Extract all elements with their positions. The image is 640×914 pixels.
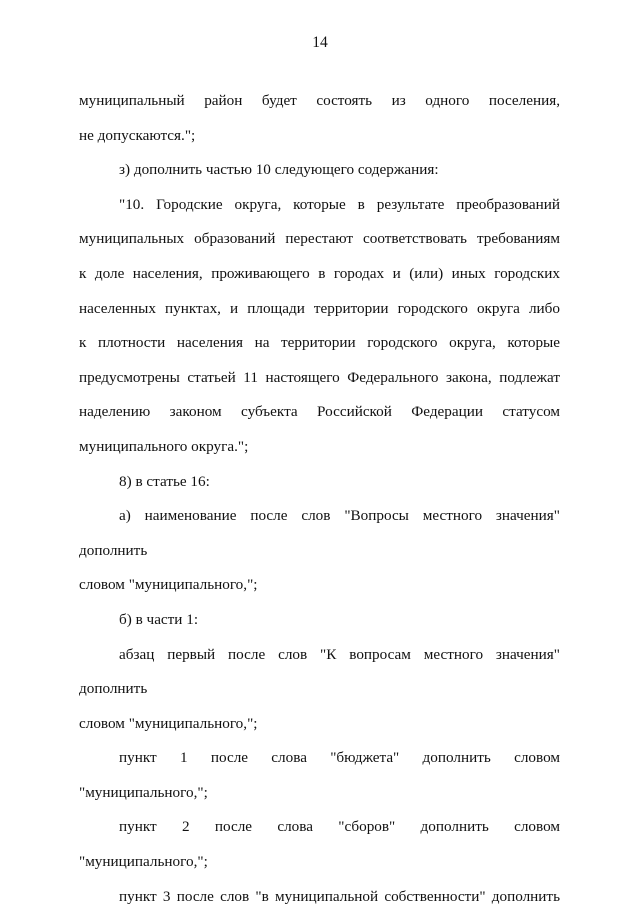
text-line: словом "муниципального,"; <box>79 714 258 732</box>
text-line: населенных пунктах, и площади территории городского округа либо <box>79 299 560 317</box>
text-line: предусмотрены статьей 11 настоящего Федерального закона, подлежат <box>79 368 560 386</box>
text-line: "муниципального,"; <box>79 783 208 801</box>
text-line: к доле населения, проживающего в городах и (или) иных городских <box>79 264 560 282</box>
text-line: б) в части 1: <box>119 610 199 628</box>
text-line: муниципальных образований перестают соответствовать требованиям <box>79 230 560 248</box>
paragraph-point-2 <box>79 810 560 879</box>
page-number: 14 <box>312 34 328 51</box>
text-line: з) дополнить частью 10 следующего содержания: <box>119 161 439 179</box>
document-body <box>79 84 560 914</box>
text-line: а) наименование после слов "Вопросы местного значения" дополнить <box>79 507 560 559</box>
text-line: муниципального округа."; <box>79 437 249 455</box>
text-line: пункт 1 после слова "бюджета" дополнить словом <box>119 749 560 767</box>
text-line: 8) в статье 16: <box>119 472 210 490</box>
text-line: "10. Городские округа, которые в результате преобразований <box>119 195 560 213</box>
text-line: не допускаются."; <box>79 126 196 144</box>
paragraph-item-b <box>79 603 560 638</box>
paragraph-point-3 <box>79 880 560 914</box>
paragraph-point-1 <box>79 741 560 810</box>
text-line: муниципальный район будет состоять из одного поселения, <box>79 92 560 109</box>
text-line: абзац первый после слов "К вопросам местного значения" дополнить <box>79 645 560 698</box>
text-line: к плотности населения на территории городского округа, которые <box>79 334 560 352</box>
paragraph-continuation <box>79 84 560 153</box>
paragraph-first-abzac <box>79 638 560 742</box>
paragraph-item-a <box>79 499 560 603</box>
text-line: словом "муниципального,"; <box>79 576 258 594</box>
paragraph-item-z <box>79 153 560 188</box>
paragraph-part-10 <box>79 188 560 465</box>
text-line: пункт 2 после слова "сборов" дополнить словом "муниципального,"; <box>79 818 560 871</box>
text-line: пункт 3 после слов "в муниципальной собственности" дополнить <box>119 887 560 905</box>
text-line: наделению законом субъекта Российской Федерации статусом <box>79 403 560 421</box>
paragraph-item-8 <box>79 465 560 500</box>
